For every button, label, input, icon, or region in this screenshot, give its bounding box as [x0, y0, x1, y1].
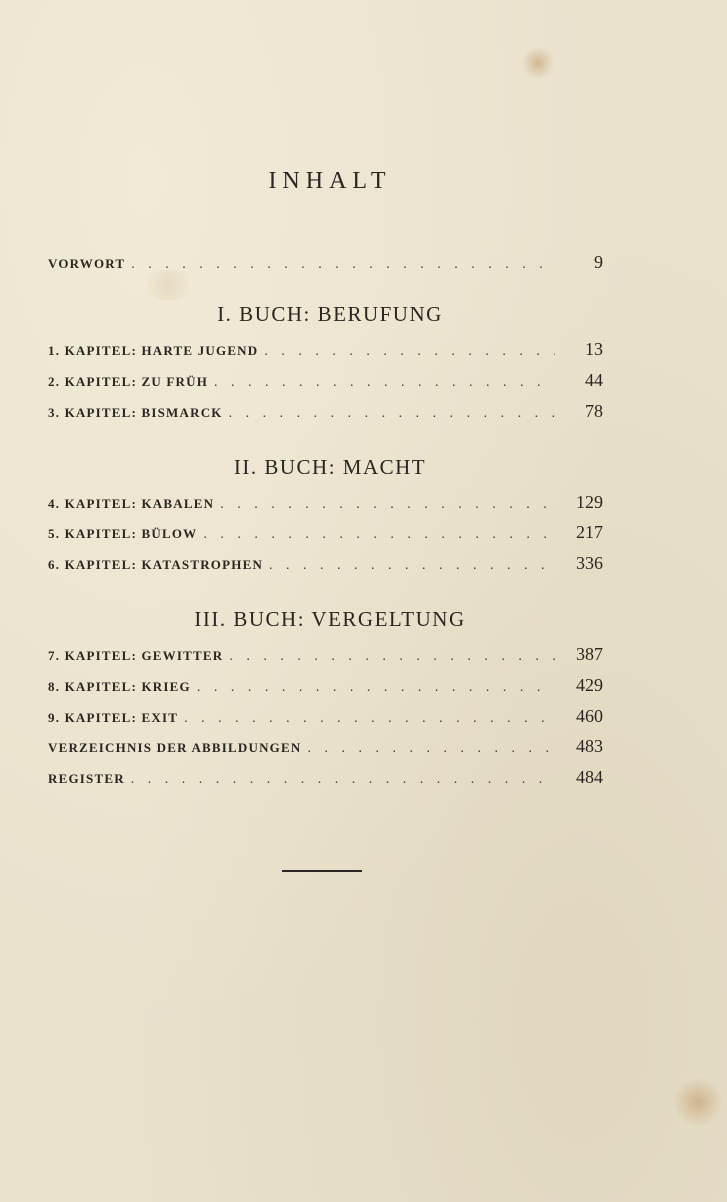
section-divider	[282, 870, 362, 872]
toc-entry-label: 2. KAPITEL: ZU FRÜH	[48, 374, 209, 389]
toc-entry-label: 6. KAPITEL: KATASTROPHEN	[48, 557, 264, 572]
dot-leader	[197, 527, 555, 543]
toc-entry-page: 78	[585, 401, 603, 421]
toc-entry-page: 429	[576, 675, 603, 695]
toc-entry-page: 9	[594, 252, 603, 272]
toc-entry-label: 9. KAPITEL: EXIT	[48, 710, 179, 725]
toc-entry-page: 460	[576, 706, 603, 726]
toc-entry-page: 44	[585, 370, 603, 390]
toc-entry-label: 8. KAPITEL: KRIEG	[48, 679, 191, 694]
dot-leader	[301, 741, 555, 757]
toc-entry-appendix	[48, 767, 603, 791]
toc-entry-label: REGISTER	[48, 771, 125, 786]
dot-leader	[214, 497, 555, 513]
toc-entry-label: 7. KAPITEL: GEWITTER	[48, 648, 224, 663]
dot-leader	[125, 257, 555, 273]
toc-entry	[48, 401, 603, 425]
toc-entry-page: 217	[576, 522, 603, 542]
toc-entry	[48, 370, 603, 394]
dot-leader	[223, 406, 555, 422]
toc-entry	[48, 492, 603, 516]
toc-entry-page: 387	[576, 644, 603, 664]
book-heading: I. BUCH: BERUFUNG	[217, 302, 443, 326]
toc-entry	[48, 644, 603, 668]
dot-leader	[258, 344, 555, 360]
toc-entry-page: 336	[576, 553, 603, 573]
toc-entry-label: VORWORT	[48, 256, 126, 271]
toc-entry-page: 483	[576, 736, 603, 756]
toc-entry-label: VERZEICHNIS DER ABBILDUNGEN	[48, 740, 302, 755]
toc-entry-page: 484	[576, 767, 603, 787]
dot-leader	[208, 375, 555, 391]
toc-entry	[48, 675, 603, 699]
toc-entry	[48, 553, 603, 577]
toc-entry-preface	[48, 252, 603, 276]
dot-leader	[223, 649, 555, 665]
dot-leader	[263, 558, 555, 574]
dot-leader	[178, 711, 555, 727]
paper-stain	[520, 48, 556, 78]
toc-entry-page: 13	[585, 339, 603, 359]
dot-leader	[125, 772, 555, 788]
book-heading: II. BUCH: MACHT	[233, 455, 427, 479]
page-title: INHALT	[268, 168, 392, 194]
toc-entry-label: 1. KAPITEL: HARTE JUGEND	[48, 343, 259, 358]
toc-entry	[48, 706, 603, 730]
toc-entry-label: 3. KAPITEL: BISMARCK	[48, 405, 223, 420]
toc-entry	[48, 339, 603, 363]
book-heading: III. BUCH: VERGELTUNG	[194, 607, 466, 631]
dot-leader	[191, 680, 555, 696]
toc-entry-appendix	[48, 736, 603, 760]
paper-stain	[672, 1078, 724, 1126]
toc-entry-label: 5. KAPITEL: BÜLOW	[48, 526, 198, 541]
toc-entry	[48, 522, 603, 546]
toc-entry-page: 129	[576, 492, 603, 512]
toc-entry-label: 4. KAPITEL: KABALEN	[48, 496, 215, 511]
